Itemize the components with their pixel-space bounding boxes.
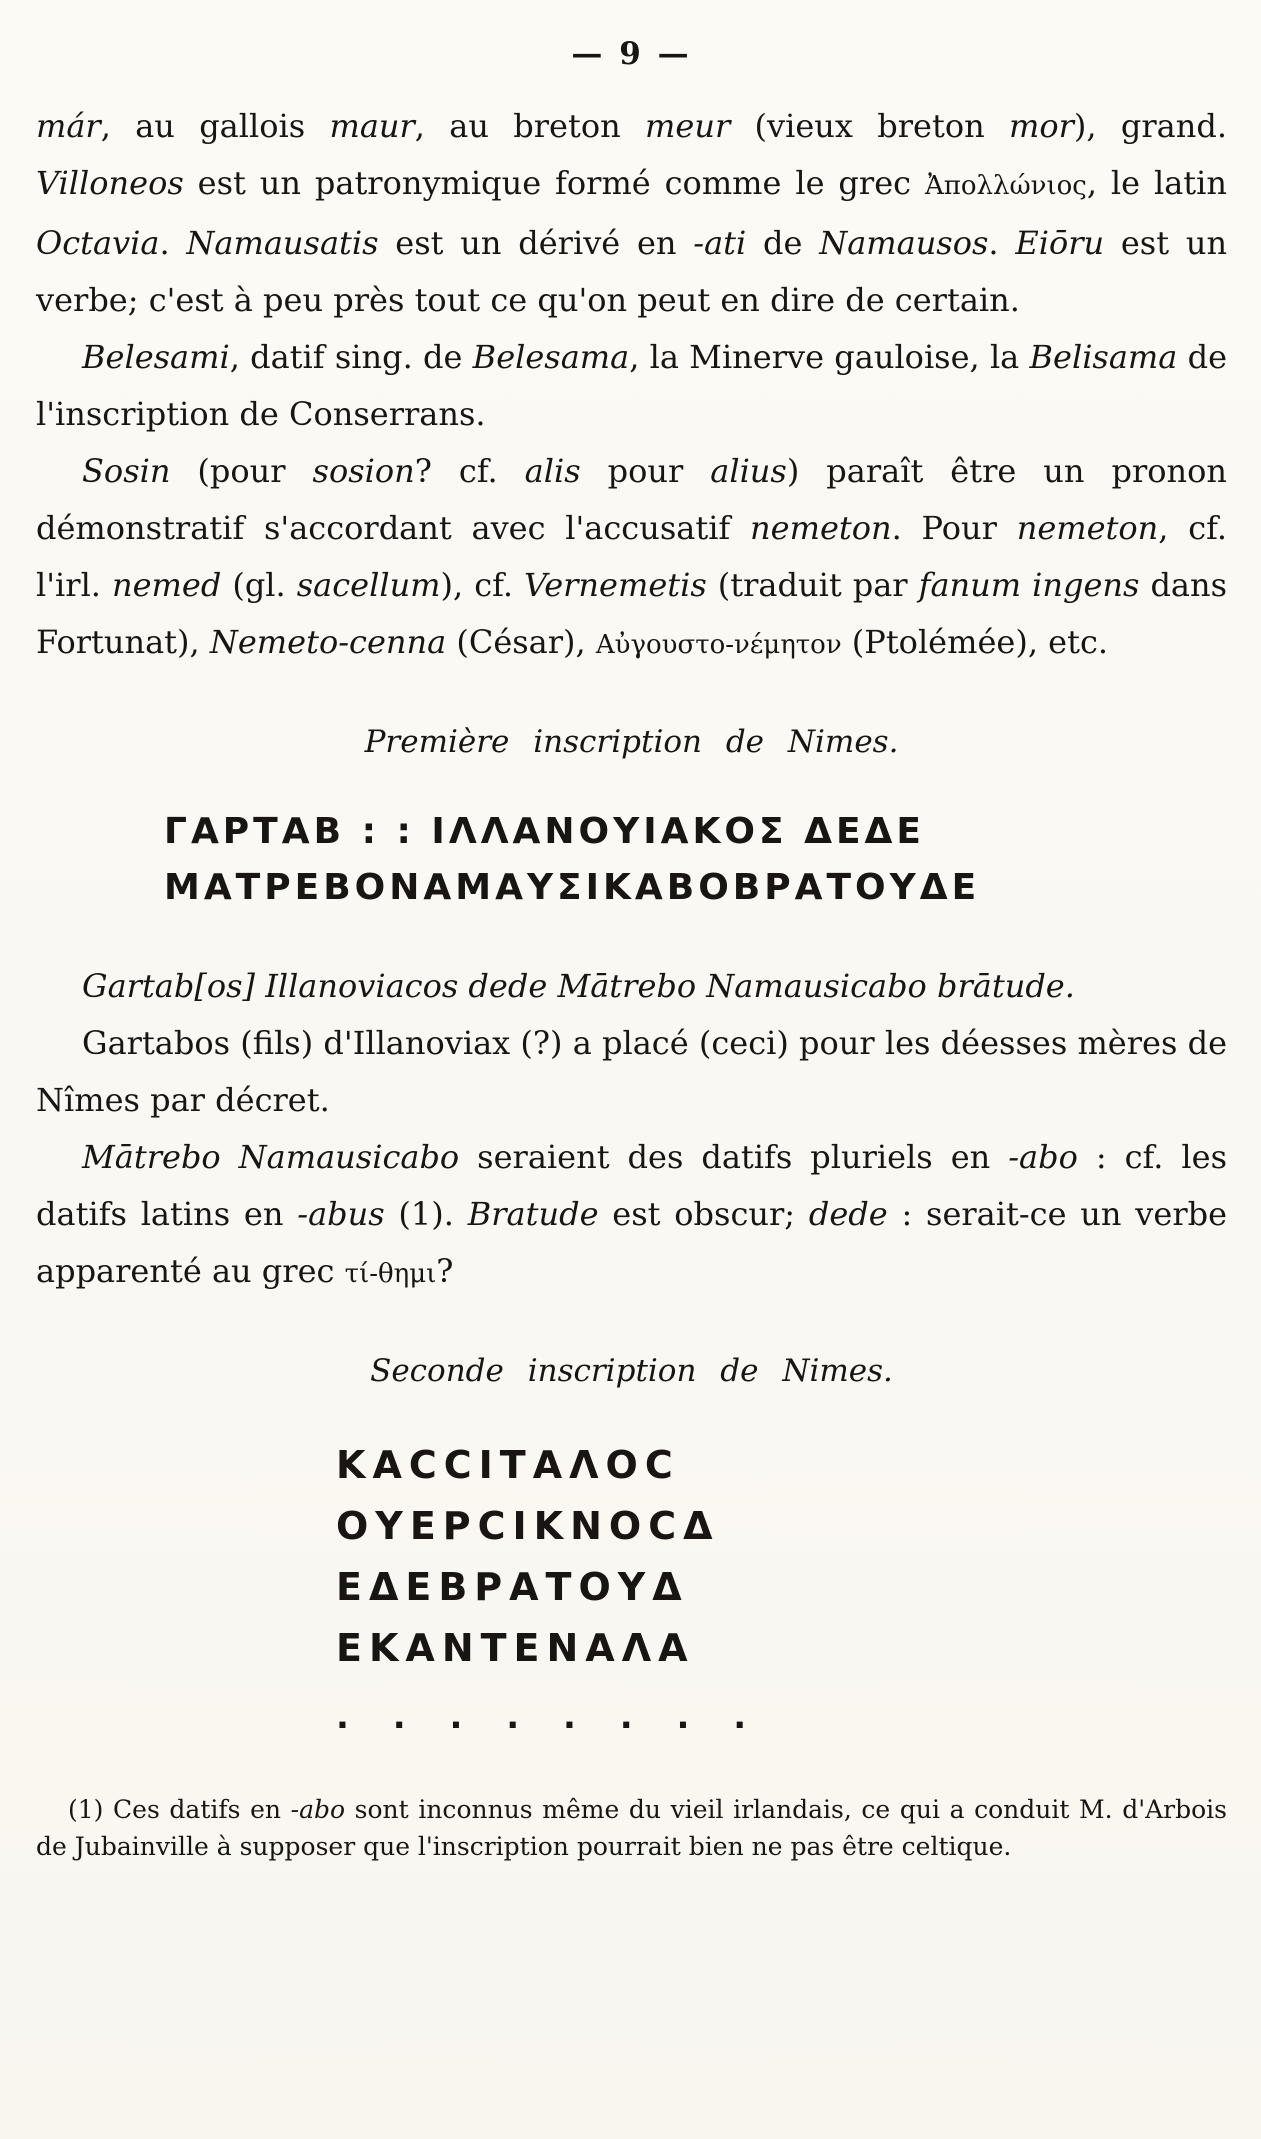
- paragraph-sosin: [36, 443, 1227, 674]
- page-number: — 9 —: [571, 36, 692, 72]
- text-run: (1) Ces datifs en: [68, 1795, 291, 1824]
- heading-first-inscription: Première inscription de Nimes.: [364, 724, 899, 760]
- italic-text-run: nemeton: [750, 509, 892, 547]
- text-run: est obscur;: [598, 1195, 809, 1233]
- italic-text-run: sosion: [312, 452, 415, 490]
- greek-text-run: Ἀπολλώνιος: [924, 171, 1087, 201]
- italic-text-run: -abo: [290, 1795, 346, 1824]
- greek-text-run: Αὐγουστο-νέμητον: [595, 630, 842, 660]
- text-run: (vieux breton: [730, 107, 1010, 145]
- inscription-line: ΚΑCCΙΤΑΛΟC: [336, 1443, 680, 1487]
- text-run: , au breton: [414, 107, 646, 145]
- text-run: (1).: [384, 1195, 468, 1233]
- italic-text-run: Gartab[os] Illanoviacos dede Mātrebo Namausicabo brātude.: [82, 967, 1075, 1005]
- text-run: , le latin: [1086, 164, 1228, 202]
- italic-text-run: alis: [524, 452, 581, 490]
- italic-text-run: Nemeto-cenna: [209, 623, 447, 661]
- text-run: , datif sing. de: [229, 338, 473, 376]
- text-run: , au gallois: [100, 107, 330, 145]
- ellipsis-dots: . . . . . . . .: [336, 1697, 749, 1737]
- text-run: : cf. les datifs latins en: [36, 1138, 1227, 1233]
- text-run: ?: [436, 1252, 454, 1290]
- text-run: dans Fortunat),: [36, 566, 1228, 661]
- italic-text-run: Namausatis: [186, 224, 379, 262]
- italic-text-run: nemeton: [1016, 509, 1159, 547]
- text-run: est un dérivé en: [378, 224, 694, 262]
- text-run: (traduit par: [706, 566, 919, 604]
- italic-text-run: -ati: [693, 224, 747, 262]
- text-run: ), grand.: [1073, 107, 1228, 145]
- text-run: : serait-ce un verbe apparenté au grec: [36, 1195, 1228, 1290]
- paragraph-belesami: [36, 329, 1227, 443]
- inscription-line: ΕΚΑΝΤΕΝΑΛΑ: [336, 1626, 695, 1670]
- text-run: , cf. l'irl.: [36, 509, 1228, 604]
- paragraph-matrebo-commentary: [36, 1129, 1227, 1303]
- text-run: .: [988, 224, 1016, 262]
- italic-text-run: Mātrebo Namausicabo: [82, 1138, 460, 1176]
- italic-text-run: Namausos: [819, 224, 989, 262]
- italic-text-run: -abus: [297, 1195, 385, 1233]
- text-run: Gartabos (fils) d'Illanoviax (?) a placé (ceci) pour les déesses mères de Nîmes par décret.: [36, 1024, 1227, 1119]
- italic-text-run: Octavia: [36, 224, 160, 262]
- text-run: (César),: [446, 623, 596, 661]
- italic-text-run: alius: [710, 452, 787, 490]
- italic-text-run: már: [36, 107, 101, 145]
- text-run: sont inconnus même du vieil irlandais, ce qui a conduit M. d'Arbois de Jubainville à supposer que l'inscription pourrait bien ne pas être celtique.: [36, 1795, 1227, 1861]
- italic-text-run: sacellum: [296, 566, 441, 604]
- text-run: , la Minerve gauloise, la: [629, 338, 1030, 376]
- text-run: (gl.: [221, 566, 297, 604]
- paragraph-mar-etymology: [36, 98, 1227, 329]
- text-run: de l'inscription de Conserrans.: [36, 338, 1228, 433]
- italic-text-run: Bratude: [467, 1195, 599, 1233]
- text-run: .: [159, 224, 187, 262]
- italic-text-run: meur: [645, 107, 731, 145]
- text-run: ) paraît être un pronon démonstratif s'accordant avec l'accusatif: [36, 452, 1228, 547]
- italic-text-run: -abo: [1008, 1138, 1078, 1176]
- italic-text-run: Belisama: [1029, 338, 1178, 376]
- text-run: de: [746, 224, 820, 262]
- inscription-line: ΜΑΤΡΕΒΟΝΑΜΑΥΣΙΚΑΒΟΒΡΑΤΟΥΔΕ: [164, 867, 981, 908]
- text-run: . Pour: [891, 509, 1017, 547]
- greek-text-run: τί-θημι: [344, 1259, 437, 1289]
- second-inscription-text: [336, 1435, 1227, 1679]
- text-run: (pour: [170, 452, 313, 490]
- italic-text-run: maur: [329, 107, 415, 145]
- italic-text-run: nemed: [112, 566, 222, 604]
- text-run: ? cf.: [414, 452, 525, 490]
- italic-text-run: Belesami: [82, 338, 230, 376]
- text-run: (Ptolémée), etc.: [841, 623, 1109, 661]
- text-run: est un patronymique formé comme le grec: [183, 164, 925, 202]
- inscription-line: ΟΥΕΡCΙΚΝΟCΔ: [336, 1504, 720, 1548]
- italic-text-run: Belesama: [472, 338, 630, 376]
- text-run: seraient des datifs pluriels en: [459, 1138, 1009, 1176]
- heading-second-inscription: Seconde inscription de Nimes.: [370, 1353, 893, 1389]
- text-run: ), cf.: [440, 566, 525, 604]
- italic-text-run: fanum ingens: [918, 566, 1140, 604]
- italic-text-run: mor: [1009, 107, 1074, 145]
- first-inscription-text: [164, 804, 1227, 916]
- paragraph-translation: [36, 1015, 1227, 1129]
- italic-text-run: Vernemetis: [524, 566, 707, 604]
- footnote: [36, 1791, 1227, 1865]
- italic-text-run: Eiōru: [1015, 224, 1105, 262]
- paragraph-transliteration: [36, 958, 1227, 1015]
- inscription-line: ΕΔΕΒΡΑΤΟΥΔ: [336, 1565, 689, 1609]
- text-run: pour: [580, 452, 711, 490]
- text-run: est un verbe; c'est à peu près tout ce qu'on peut en dire de certain.: [36, 224, 1228, 319]
- inscription-line: ΓΑΡΤΑΒ : : ΙΛΛΑΝΟΥΙΑΚΟΣ ΔΕΔΕ: [164, 811, 926, 852]
- italic-text-run: dede: [808, 1195, 888, 1233]
- italic-text-run: Villoneos: [36, 164, 184, 202]
- italic-text-run: Sosin: [82, 452, 171, 490]
